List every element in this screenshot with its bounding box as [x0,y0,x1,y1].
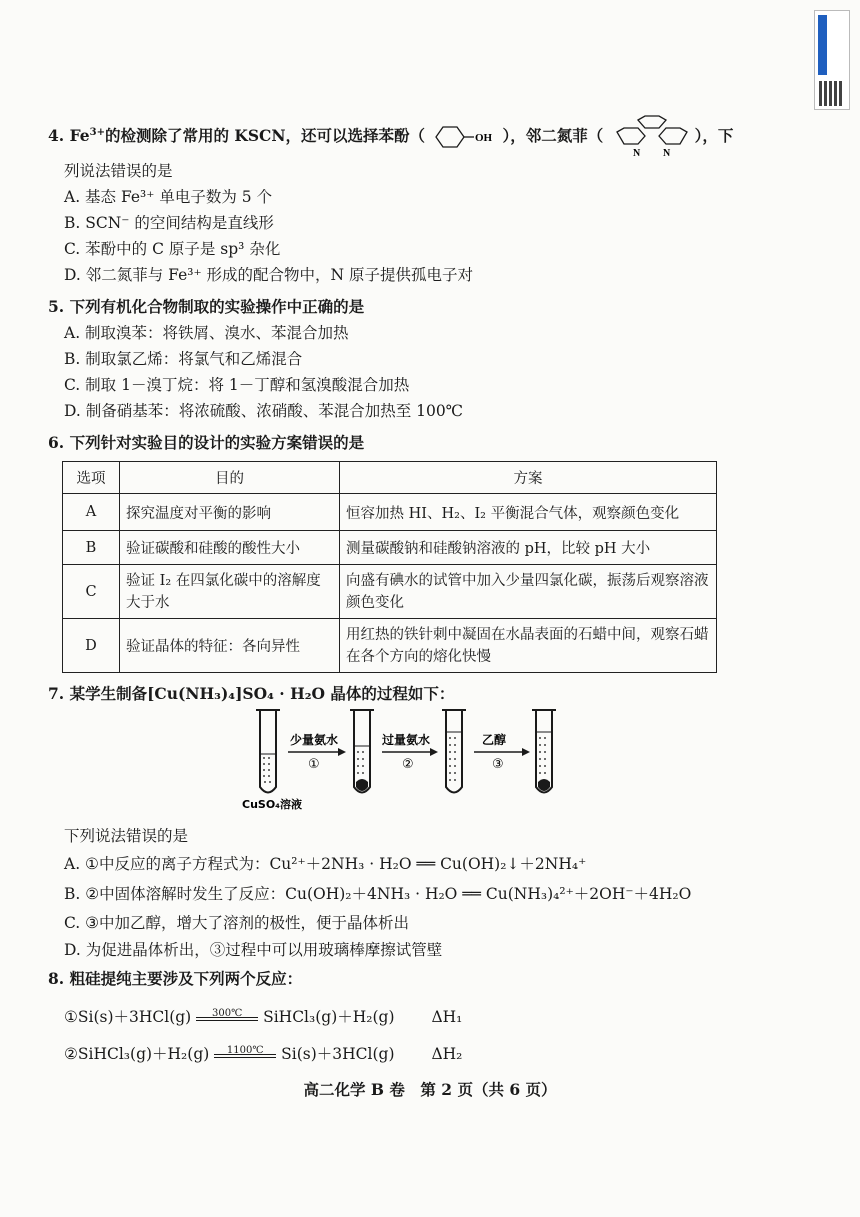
svg-text:OH: OH [475,132,493,144]
question-4-option-d: D. 邻二氮菲与 Fe³⁺ 形成的配合物中，N 原子提供孤电子对 [64,266,474,284]
reaction-1-arrow [196,1008,258,1028]
reaction-2-enthalpy: ΔH₂ [431,1045,463,1063]
reaction-2-arrow [214,1045,276,1065]
reaction-2-reactants: ②SiHCl₃(g)＋H₂(g) [64,1045,210,1063]
question-8-stem: 8. 粗硅提纯主要涉及下列两个反应： [48,969,303,988]
step-2-number: ② [402,757,414,772]
row-plan: 恒容加热 HI、H₂、I₂ 平衡混合气体，观察颜色变化 [340,494,717,531]
reaction-2-products: Si(s)＋3HCl(g) [281,1045,395,1063]
question-5-option-b: B. 制取氯乙烯：将氯气和乙烯混合 [64,350,303,368]
phenol-structure-icon [430,124,502,150]
reaction-1 [64,1006,462,1028]
table-row [63,494,717,531]
test-tube-icon [350,710,374,793]
question-4-stem: 4. $Fe^{3+}$的检测除了常用的 KSCN，还可以选择苯酚（ OH ），邻二氮菲（ N N ），下 [48,114,733,160]
step-3-number: ③ [492,757,504,772]
svg-text:N: N [632,148,640,159]
reaction-1-condition: 300℃ [212,1008,243,1019]
question-5-option-d: D. 制备硝基苯：将浓硫酸、浓硝酸、苯混合加热至 100℃ [64,402,464,420]
row-option: A [63,494,120,531]
question-7-option-c: C. ③中加乙醇，增大了溶剂的极性，便于晶体析出 [64,914,410,932]
question-4-option-b: B. SCN⁻ 的空间结构是直线形 [64,214,274,232]
reaction-2-condition: 1100℃ [226,1045,264,1056]
row-purpose: 探究温度对平衡的影响 [120,494,340,531]
table-row [63,531,717,565]
reaction-1-reactants: ①Si(s)＋3HCl(g) [64,1008,192,1026]
question-7-option-a: A. ①中反应的离子方程式为：Cu²⁺＋2NH₃ · H₂O ══ Cu(OH)₂↓＋2NH₄⁺ [64,855,587,873]
row-purpose: 验证 I₂ 在四氯化碳中的溶解度大于水 [120,565,340,619]
reaction-1-enthalpy: ΔH₁ [431,1008,463,1026]
question-4-stem-cont: 列说法错误的是 [64,162,173,180]
question-5-option-a: A. 制取溴苯：将铁屑、溴水、苯混合加热 [64,324,349,342]
test-tube-diagram [230,702,560,812]
question-4-option-c: C. 苯酚中的 C 原子是 sp³ 杂化 [64,240,281,258]
qr-code-icon [819,81,844,106]
step-1-number: ① [308,757,320,772]
question-5-option-c: C. 制取 1－溴丁烷：将 1－丁醇和氢溴酸混合加热 [64,376,410,394]
header-option: 选项 [63,462,120,494]
header-purpose: 目的 [120,462,340,494]
row-option: C [63,565,120,619]
question-7-stem: 7. 某学生制备[Cu(NH₃)₄]SO₄ · H₂O 晶体的过程如下： [48,684,455,703]
test-tube-icon [442,710,466,793]
cuso4-solution-label: CuSO₄溶液 [242,798,302,811]
page-footer: 高二化学 B 卷 第 2 页（共 6 页） [303,1080,557,1099]
experiment-table [62,461,717,673]
step-3-label: 乙醇 [482,733,507,747]
row-option: B [63,531,120,565]
row-plan: 用红热的铁针刺中凝固在水晶表面的石蜡中间，观察石蜡在各个方向的熔化快慢 [340,619,717,673]
phenanthroline-structure-icon [609,114,695,160]
step-2-label: 过量氨水 [382,733,431,747]
question-6-stem: 6. 下列针对实验目的设计的实验方案错误的是 [48,433,365,452]
row-plan: 向盛有碘水的试管中加入少量四氯化碳，振荡后观察溶液颜色变化 [340,565,717,619]
qr-code-badge [814,10,850,110]
question-4-option-a: A. 基态 Fe³⁺ 单电子数为 5 个 [64,188,273,206]
question-7-option-b: B. ②中固体溶解时发生了反应：Cu(OH)₂＋4NH₃ · H₂O ══ Cu(NH₃)₄²⁺＋2OH⁻＋4H₂O [64,885,692,903]
row-plan: 测量碳酸钠和硅酸钠溶液的 pH，比较 pH 大小 [340,531,717,565]
row-option: D [63,619,120,673]
row-purpose: 验证晶体的特征：各向异性 [120,619,340,673]
question-5-stem: 5. 下列有机化合物制取的实验操作中正确的是 [48,297,365,316]
test-tube-icon [532,710,556,793]
table-row [63,565,717,619]
table-row [63,619,717,673]
question-7-option-d: D. 为促进晶体析出，③过程中可以用玻璃棒摩擦试管壁 [64,941,443,959]
step-1-label: 少量氨水 [290,733,339,747]
reaction-2 [64,1043,462,1065]
svg-text:N: N [662,148,670,159]
table-header-row [63,462,717,494]
question-7-stem-cont: 下列说法错误的是 [64,827,189,845]
row-purpose: 验证碳酸和硅酸的酸性大小 [120,531,340,565]
reaction-1-products: SiHCl₃(g)＋H₂(g) [263,1008,395,1026]
test-tube-icon [256,710,280,793]
header-plan: 方案 [340,462,717,494]
